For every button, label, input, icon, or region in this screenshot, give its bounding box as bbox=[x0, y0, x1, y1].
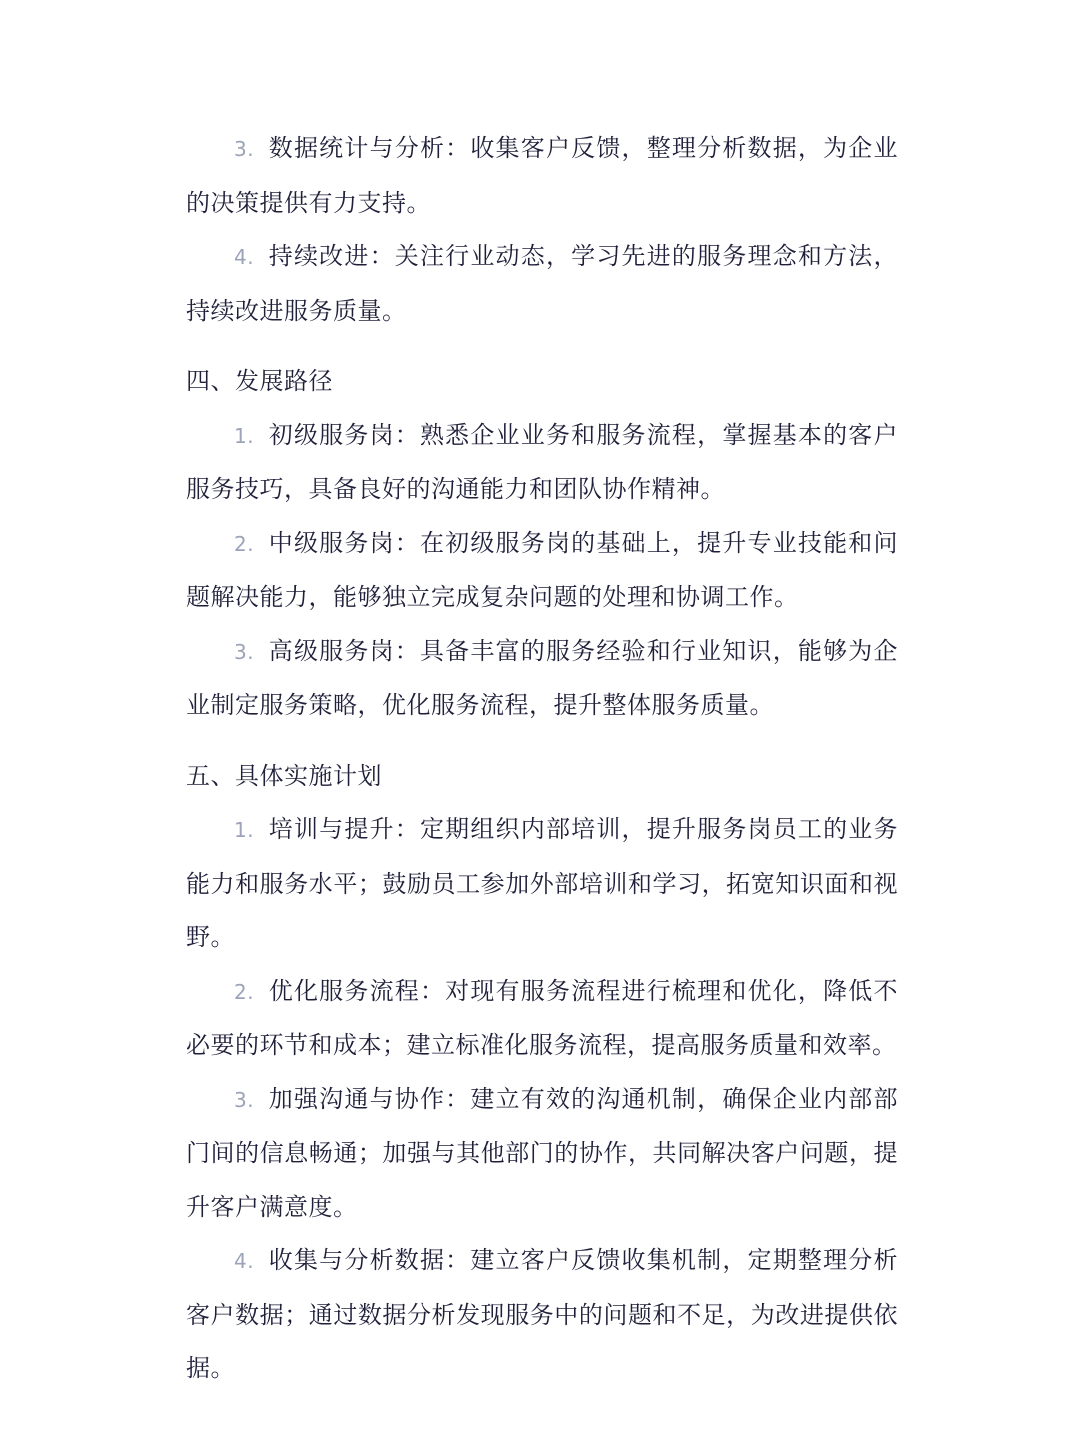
list-item-text: 培训与提升：定期组织内部培训，提升服务岗员工的业务能力和服务水平；鼓励员工参加外部培训和学习，拓宽知识面和视野。 bbox=[186, 815, 898, 951]
section-heading: 五、具体实施计划 bbox=[186, 761, 382, 790]
list-number: 4. bbox=[234, 245, 255, 269]
list-number: 4. bbox=[234, 1249, 255, 1273]
section-heading: 四、发展路径 bbox=[186, 367, 333, 395]
list-item-text: 高级服务岗：具备丰富的服务经验和行业知识，能够为企业制定服务策略，优化服务流程，提升整体服务质量。 bbox=[186, 636, 898, 719]
list-item-text: 初级服务岗：熟悉企业业务和服务流程，掌握基本的客户服务技巧，具备良好的沟通能力和团队协作精神。 bbox=[186, 420, 898, 503]
list-item-text: 持续改进：关注行业动态，学习先进的服务理念和方法，持续改进服务质量。 bbox=[186, 242, 898, 325]
list-number: 3. bbox=[234, 137, 255, 161]
list-item bbox=[186, 1234, 898, 1396]
list-item-text: 加强沟通与协作：建立有效的沟通机制，确保企业内部部门间的信息畅通；加强与其他部门的协作，共同解决客户问题，提升客户满意度。 bbox=[186, 1084, 898, 1221]
list-item bbox=[186, 1073, 898, 1235]
list-item bbox=[186, 230, 898, 338]
list-item-text: 优化服务流程：对现有服务流程进行梳理和优化，降低不必要的环节和成本；建立标准化服务流程，提高服务质量和效率。 bbox=[186, 976, 898, 1059]
list-item bbox=[186, 803, 898, 965]
list-number: 1. bbox=[234, 423, 255, 448]
list-item-text: 中级服务岗：在初级服务岗的基础上，提升专业技能和问题解决能力，能够独立完成复杂问题的处理和协调工作。 bbox=[186, 528, 898, 611]
list-item bbox=[186, 625, 898, 733]
list-item bbox=[186, 517, 898, 625]
list-item-text: 收集与分析数据：建立客户反馈收集机制，定期整理分析客户数据；通过数据分析发现服务中的问题和不足，为改进提供依据。 bbox=[186, 1246, 898, 1382]
list-number: 1. bbox=[234, 818, 255, 842]
document-body bbox=[186, 122, 898, 1396]
list-number: 2. bbox=[234, 531, 255, 556]
list-item bbox=[186, 965, 898, 1073]
list-item bbox=[186, 122, 898, 230]
list-number: 3. bbox=[234, 1087, 255, 1112]
list-number: 3. bbox=[234, 639, 255, 664]
list-number: 2. bbox=[234, 979, 255, 1004]
list-item-text: 数据统计与分析：收集客户反馈，整理分析数据，为企业的决策提供有力支持。 bbox=[186, 134, 898, 217]
list-item bbox=[186, 409, 898, 517]
